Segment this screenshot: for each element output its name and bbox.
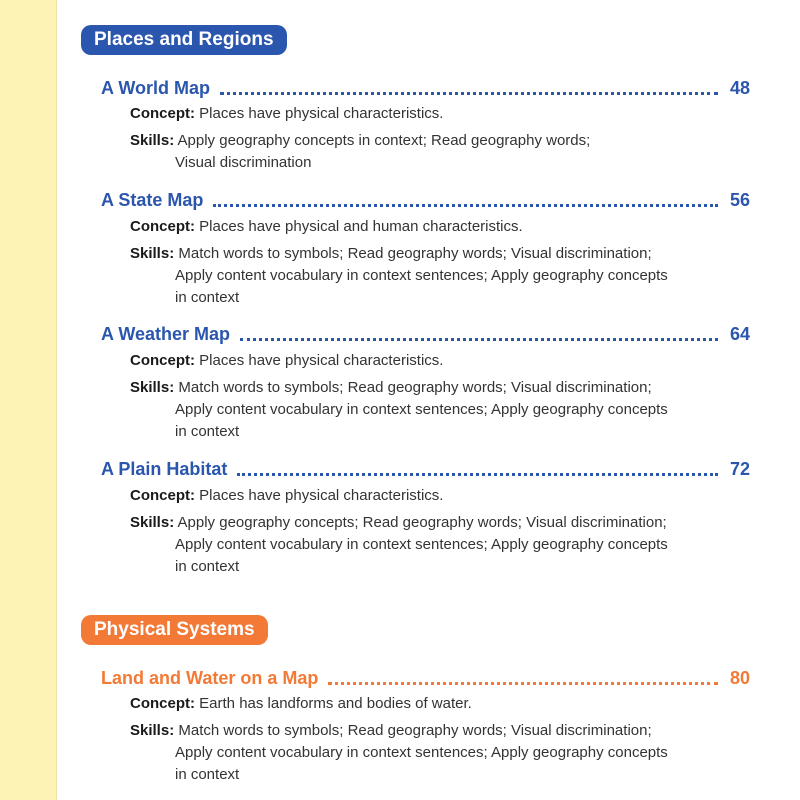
concept-line bbox=[130, 218, 523, 235]
concept-label: Concept: bbox=[130, 695, 195, 712]
page-margin-strip bbox=[0, 0, 57, 800]
page-number: 48 bbox=[729, 77, 750, 98]
entry-title: A World Map bbox=[101, 77, 210, 98]
concept-line bbox=[130, 105, 443, 122]
dot-leader bbox=[328, 682, 718, 685]
skills-line bbox=[130, 379, 652, 396]
toc-entry-plain-habitat[interactable] bbox=[101, 457, 750, 481]
skills-label: Skills: bbox=[130, 379, 175, 396]
concept-text: Places have physical characteristics. bbox=[199, 352, 444, 369]
toc-entry-land-and-water[interactable] bbox=[101, 666, 750, 690]
skills-line bbox=[130, 514, 667, 531]
skills-text: Match words to symbols; Read geography words; Visual discrimination; bbox=[178, 379, 652, 396]
concept-text: Places have physical characteristics. bbox=[199, 105, 444, 122]
skills-text-continued: in context bbox=[175, 289, 240, 306]
page-number: 56 bbox=[729, 189, 750, 210]
skills-text-continued: Apply content vocabulary in context sentences; Apply geography concepts bbox=[175, 744, 668, 761]
concept-label: Concept: bbox=[130, 352, 195, 369]
concept-label: Concept: bbox=[130, 218, 195, 235]
skills-text-continued: Apply content vocabulary in context sentences; Apply geography concepts bbox=[175, 401, 668, 418]
skills-line bbox=[130, 132, 590, 149]
dot-leader bbox=[237, 473, 718, 476]
section-header-places-and-regions: Places and Regions bbox=[81, 25, 287, 55]
concept-text: Places have physical and human characteristics. bbox=[199, 218, 523, 235]
skills-text-continued: Visual discrimination bbox=[175, 154, 312, 171]
page-number: 72 bbox=[729, 458, 750, 479]
skills-text: Match words to symbols; Read geography words; Visual discrimination; bbox=[178, 245, 652, 262]
dot-leader bbox=[220, 92, 718, 95]
skills-text: Match words to symbols; Read geography words; Visual discrimination; bbox=[178, 722, 652, 739]
skills-text-continued: in context bbox=[175, 423, 240, 440]
entry-title: A Plain Habitat bbox=[101, 458, 228, 479]
concept-text: Earth has landforms and bodies of water. bbox=[199, 695, 472, 712]
skills-text-continued: Apply content vocabulary in context sentences; Apply geography concepts bbox=[175, 267, 668, 284]
toc-entry-weather-map[interactable] bbox=[101, 322, 750, 346]
skills-text: Apply geography concepts in context; Read geography words; bbox=[177, 132, 591, 149]
skills-line bbox=[130, 722, 652, 739]
toc-entry-world-map[interactable] bbox=[101, 76, 750, 100]
concept-line bbox=[130, 487, 443, 504]
concept-label: Concept: bbox=[130, 105, 195, 122]
skills-line bbox=[130, 245, 652, 262]
skills-text-continued: Apply content vocabulary in context sentences; Apply geography concepts bbox=[175, 536, 668, 553]
entry-title: Land and Water on a Map bbox=[101, 667, 319, 688]
section-header-physical-systems: Physical Systems bbox=[81, 615, 268, 645]
skills-label: Skills: bbox=[130, 514, 175, 531]
page-number: 80 bbox=[729, 667, 750, 688]
skills-label: Skills: bbox=[130, 245, 175, 262]
toc-entry-state-map[interactable] bbox=[101, 188, 750, 212]
skills-text: Apply geography concepts; Read geography words; Visual discrimination; bbox=[177, 514, 667, 531]
dot-leader bbox=[240, 338, 718, 341]
skills-label: Skills: bbox=[130, 722, 175, 739]
skills-text-continued: in context bbox=[175, 766, 240, 783]
concept-text: Places have physical characteristics. bbox=[199, 487, 444, 504]
entry-title: A State Map bbox=[101, 189, 204, 210]
concept-line bbox=[130, 352, 443, 369]
skills-label: Skills: bbox=[130, 132, 175, 149]
concept-line bbox=[130, 695, 472, 712]
skills-text-continued: in context bbox=[175, 558, 240, 575]
entry-title: A Weather Map bbox=[101, 323, 231, 344]
dot-leader bbox=[213, 204, 718, 207]
concept-label: Concept: bbox=[130, 487, 195, 504]
page-number: 64 bbox=[729, 323, 750, 344]
